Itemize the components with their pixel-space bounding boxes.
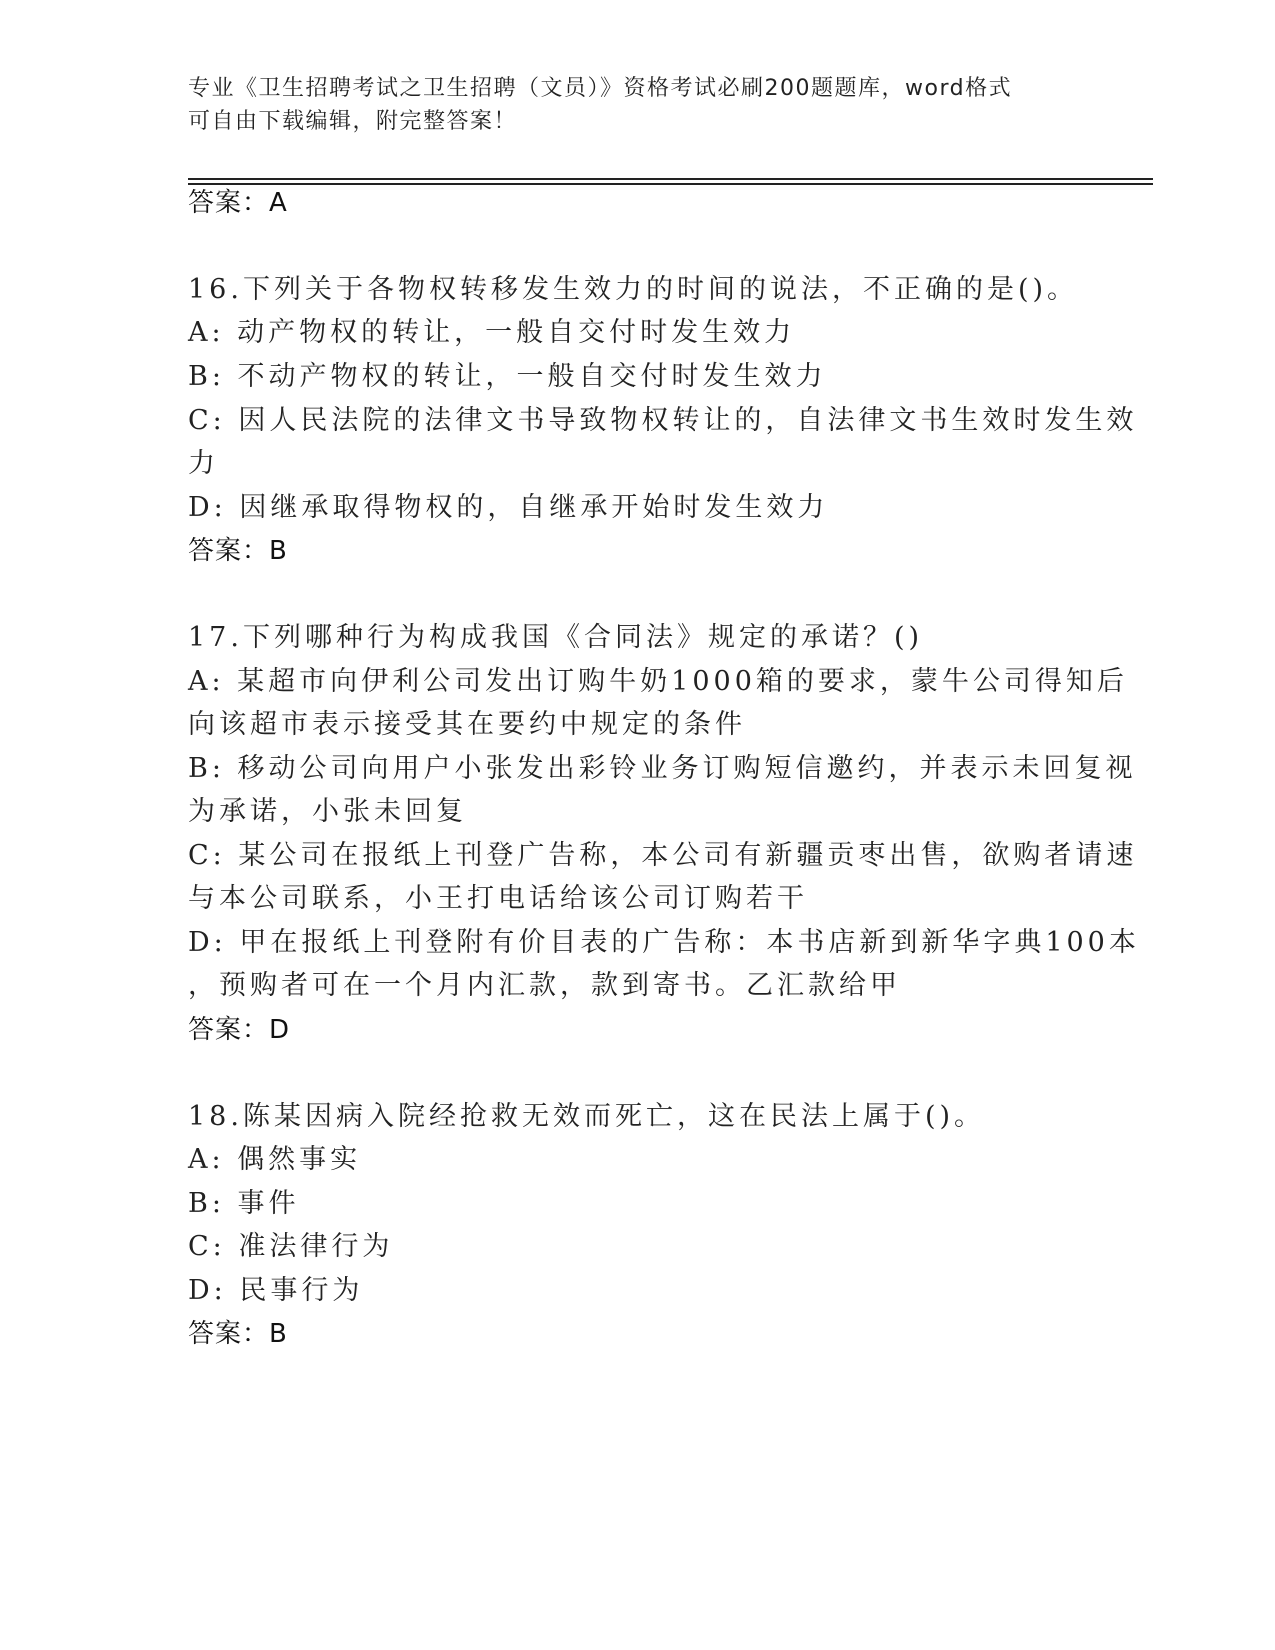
question-16-option-a: A: 动产物权的转让，一般自交付时发生效力: [188, 317, 796, 348]
question-17-option-c-cont: 与本公司联系，小王打电话给该公司订购若干: [188, 883, 808, 914]
question-18-stem: 18.陈某因病入院经抢救无效而死亡，这在民法上属于()。: [188, 1101, 986, 1132]
question-18-option-b: B: 事件: [188, 1188, 300, 1219]
question-16-option-c: C: 因人民法院的法律文书导致物权转让的，自法律文书生效时发生效: [188, 405, 1138, 436]
question-16-option-c-cont: 力: [188, 448, 219, 479]
question-17-stem: 17.下列哪种行为构成我国《合同法》规定的承诺？(): [188, 622, 924, 653]
question-17-option-c: C: 某公司在报纸上刊登广告称，本公司有新疆贡枣出售，欲购者请速: [188, 840, 1138, 871]
page-header: [188, 72, 1088, 138]
header-divider-top: [188, 178, 1153, 180]
question-17-answer: 答案：D: [188, 1015, 291, 1045]
question-18-answer: 答案：B: [188, 1319, 288, 1349]
question-16-option-d: D: 因继承取得物权的，自继承开始时发生效力: [188, 492, 829, 523]
question-16-answer: 答案：B: [188, 536, 288, 566]
question-17-option-d: D: 甲在报纸上刊登附有价目表的广告称：本书店新到新华字典100本: [188, 927, 1140, 958]
question-18-option-d: D: 民事行为: [188, 1275, 364, 1306]
header-divider-bottom: [188, 183, 1153, 185]
question-17-option-b: B: 移动公司向用户小张发出彩铃业务订购短信邀约，并表示未回复视: [188, 753, 1137, 784]
question-17-option-b-cont: 为承诺，小张未回复: [188, 796, 467, 827]
question-17-option-a-cont: 向该超市表示接受其在要约中规定的条件: [188, 709, 746, 740]
question-17-option-d-cont: ，预购者可在一个月内汇款，款到寄书。乙汇款给甲: [188, 970, 901, 1001]
question-18-option-c: C: 准法律行为: [188, 1231, 394, 1262]
question-16-stem: 16.下列关于各物权转移发生效力的时间的说法，不正确的是()。: [188, 274, 1079, 305]
header-line-2: 可自由下载编辑，附完整答案！: [188, 109, 518, 134]
header-line-1: 专业《卫生招聘考试之卫生招聘（文员）》资格考试必刷200题题库，word格式: [188, 76, 1013, 101]
question-16-option-b: B: 不动产物权的转让，一般自交付时发生效力: [188, 361, 827, 392]
question-17-option-a: A: 某超市向伊利公司发出订购牛奶1000箱的要求，蒙牛公司得知后: [188, 666, 1128, 697]
previous-answer: 答案：A: [188, 188, 288, 218]
question-18-option-a: A: 偶然事实: [188, 1144, 362, 1175]
